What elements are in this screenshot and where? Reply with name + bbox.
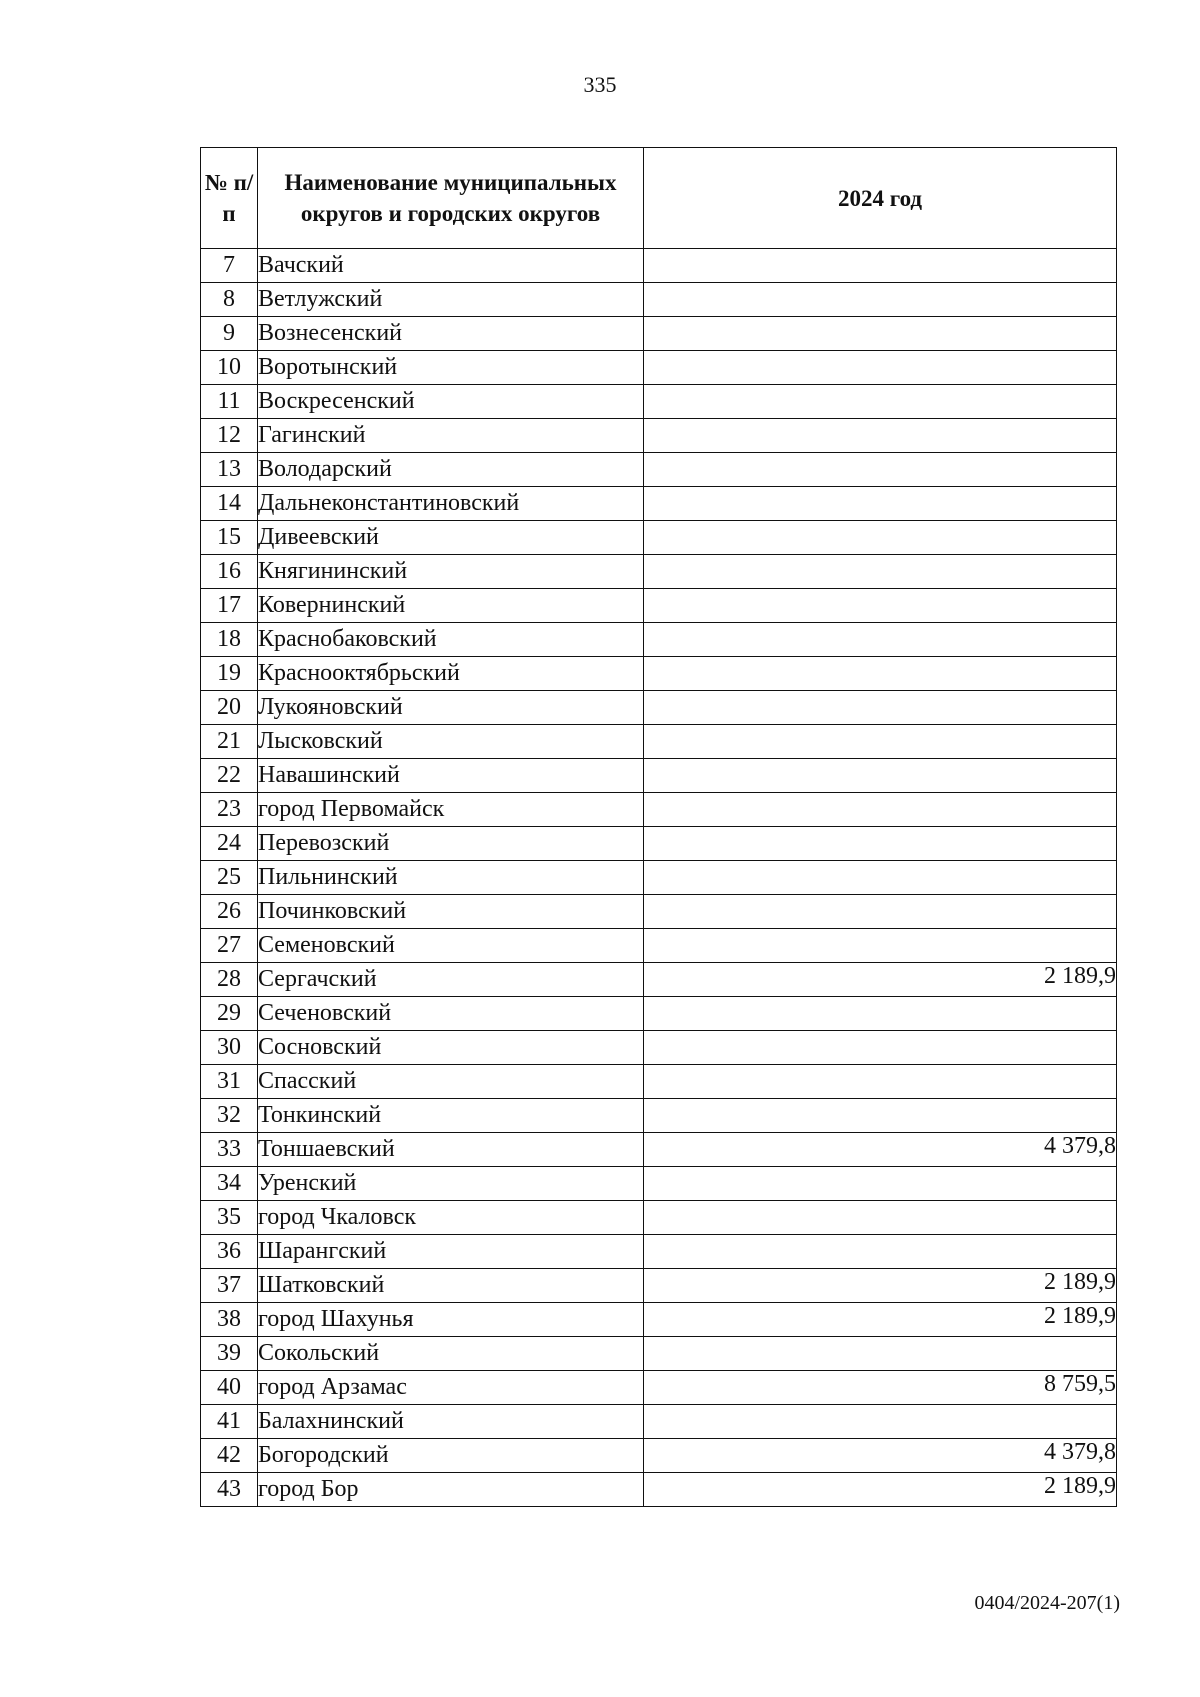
amount-2024: 2 189,9 — [1044, 1269, 1116, 1295]
row-number: 18 — [201, 623, 258, 657]
table-row — [201, 1031, 1117, 1065]
value-cell — [644, 1065, 1117, 1099]
value-cell — [644, 1099, 1117, 1133]
row-number: 20 — [201, 691, 258, 725]
header-number: № п/п — [201, 148, 258, 249]
row-number: 41 — [201, 1405, 258, 1439]
row-number: 35 — [201, 1201, 258, 1235]
table-body — [201, 249, 1117, 1507]
district-name: город Арзамас — [258, 1371, 644, 1405]
row-number: 34 — [201, 1167, 258, 1201]
table-row — [201, 453, 1117, 487]
value-cell — [644, 793, 1117, 827]
district-name: Навашинский — [258, 759, 644, 793]
district-name: Сосновский — [258, 1031, 644, 1065]
table-row — [201, 1269, 1117, 1303]
district-name: Ветлужский — [258, 283, 644, 317]
value-cell — [644, 317, 1117, 351]
district-name: Володарский — [258, 453, 644, 487]
value-cell — [644, 249, 1117, 283]
table-row — [201, 487, 1117, 521]
value-cell — [644, 1235, 1117, 1269]
table-row — [201, 283, 1117, 317]
document-code: 0404/2024-207(1) — [974, 1592, 1120, 1614]
row-number: 26 — [201, 895, 258, 929]
table-row — [201, 1405, 1117, 1439]
header-year: 2024 год — [644, 148, 1117, 249]
table-row — [201, 691, 1117, 725]
district-name: Тоншаевский — [258, 1133, 644, 1167]
value-cell — [644, 827, 1117, 861]
row-number: 21 — [201, 725, 258, 759]
value-cell — [644, 997, 1117, 1031]
row-number: 24 — [201, 827, 258, 861]
district-name: Шатковский — [258, 1269, 644, 1303]
row-number: 15 — [201, 521, 258, 555]
row-number: 13 — [201, 453, 258, 487]
value-cell — [644, 555, 1117, 589]
table-row — [201, 1371, 1117, 1405]
value-cell — [644, 589, 1117, 623]
district-name: Пильнинский — [258, 861, 644, 895]
row-number: 30 — [201, 1031, 258, 1065]
value-cell — [644, 861, 1117, 895]
row-number: 9 — [201, 317, 258, 351]
table-row — [201, 793, 1117, 827]
district-name: Дальнеконстантиновский — [258, 487, 644, 521]
district-name: Спасский — [258, 1065, 644, 1099]
value-cell — [644, 1031, 1117, 1065]
value-cell — [644, 895, 1117, 929]
value-cell — [644, 1337, 1117, 1371]
value-cell — [644, 521, 1117, 555]
district-name: Починковский — [258, 895, 644, 929]
table-row — [201, 555, 1117, 589]
district-name: Тонкинский — [258, 1099, 644, 1133]
row-number: 40 — [201, 1371, 258, 1405]
amount-2024: 2 189,9 — [1044, 1303, 1116, 1329]
table-row — [201, 419, 1117, 453]
row-number: 31 — [201, 1065, 258, 1099]
row-number: 32 — [201, 1099, 258, 1133]
table-row — [201, 249, 1117, 283]
value-cell — [644, 929, 1117, 963]
district-name: Воротынский — [258, 351, 644, 385]
district-name: Семеновский — [258, 929, 644, 963]
row-number: 19 — [201, 657, 258, 691]
table-row — [201, 1099, 1117, 1133]
table-row — [201, 1473, 1117, 1507]
amount-2024: 2 189,9 — [1044, 963, 1116, 989]
value-cell — [644, 385, 1117, 419]
table-row — [201, 589, 1117, 623]
row-number: 12 — [201, 419, 258, 453]
row-number: 38 — [201, 1303, 258, 1337]
table-row — [201, 725, 1117, 759]
table-row — [201, 657, 1117, 691]
district-name: Балахнинский — [258, 1405, 644, 1439]
table-row — [201, 1235, 1117, 1269]
value-cell — [644, 1167, 1117, 1201]
district-name: Перевозский — [258, 827, 644, 861]
table-header-row — [201, 148, 1117, 249]
district-name: город Бор — [258, 1473, 644, 1507]
district-name: Уренский — [258, 1167, 644, 1201]
district-name: Княгининский — [258, 555, 644, 589]
row-number: 37 — [201, 1269, 258, 1303]
row-number: 23 — [201, 793, 258, 827]
table-row — [201, 1303, 1117, 1337]
row-number: 25 — [201, 861, 258, 895]
value-cell — [644, 1269, 1117, 1303]
value-cell — [644, 691, 1117, 725]
row-number: 11 — [201, 385, 258, 419]
value-cell — [644, 1439, 1117, 1473]
value-cell — [644, 453, 1117, 487]
table-row — [201, 521, 1117, 555]
row-number: 43 — [201, 1473, 258, 1507]
district-name: Вознесенский — [258, 317, 644, 351]
row-number: 10 — [201, 351, 258, 385]
budget-table — [200, 147, 1117, 1507]
district-name: Ковернинский — [258, 589, 644, 623]
table-row — [201, 929, 1117, 963]
value-cell — [644, 1201, 1117, 1235]
value-cell — [644, 759, 1117, 793]
district-name: Вачский — [258, 249, 644, 283]
district-name: город Чкаловск — [258, 1201, 644, 1235]
value-cell — [644, 351, 1117, 385]
district-name: Сеченовский — [258, 997, 644, 1031]
row-number: 8 — [201, 283, 258, 317]
table-row — [201, 861, 1117, 895]
value-cell — [644, 1371, 1117, 1405]
value-cell — [644, 283, 1117, 317]
row-number: 42 — [201, 1439, 258, 1473]
table-row — [201, 1065, 1117, 1099]
district-name: Воскресенский — [258, 385, 644, 419]
table-row — [201, 1439, 1117, 1473]
table-row — [201, 1201, 1117, 1235]
district-name: город Шахунья — [258, 1303, 644, 1337]
table-row — [201, 1337, 1117, 1371]
district-name: Краснобаковский — [258, 623, 644, 657]
value-cell — [644, 657, 1117, 691]
table-row — [201, 827, 1117, 861]
table-row — [201, 997, 1117, 1031]
table-row — [201, 1133, 1117, 1167]
value-cell — [644, 1303, 1117, 1337]
page-number: 335 — [583, 72, 617, 97]
row-number: 22 — [201, 759, 258, 793]
district-name: Шарангский — [258, 1235, 644, 1269]
district-name: Краснооктябрьский — [258, 657, 644, 691]
value-cell — [644, 963, 1117, 997]
district-name: Богородский — [258, 1439, 644, 1473]
table-row — [201, 385, 1117, 419]
value-cell — [644, 487, 1117, 521]
row-number: 27 — [201, 929, 258, 963]
value-cell — [644, 1133, 1117, 1167]
table-row — [201, 963, 1117, 997]
value-cell — [644, 1405, 1117, 1439]
row-number: 17 — [201, 589, 258, 623]
table-row — [201, 317, 1117, 351]
district-name: Сокольский — [258, 1337, 644, 1371]
table-row — [201, 895, 1117, 929]
value-cell — [644, 1473, 1117, 1507]
amount-2024: 8 759,5 — [1044, 1371, 1116, 1397]
row-number: 7 — [201, 249, 258, 283]
district-name: Гагинский — [258, 419, 644, 453]
table-row — [201, 1167, 1117, 1201]
table-row — [201, 759, 1117, 793]
amount-2024: 4 379,8 — [1044, 1439, 1116, 1465]
table-row — [201, 351, 1117, 385]
row-number: 39 — [201, 1337, 258, 1371]
value-cell — [644, 419, 1117, 453]
amount-2024: 4 379,8 — [1044, 1133, 1116, 1159]
district-name: Сергачский — [258, 963, 644, 997]
district-name: Лысковский — [258, 725, 644, 759]
row-number: 29 — [201, 997, 258, 1031]
row-number: 28 — [201, 963, 258, 997]
row-number: 36 — [201, 1235, 258, 1269]
value-cell — [644, 725, 1117, 759]
table-row — [201, 623, 1117, 657]
district-name: Лукояновский — [258, 691, 644, 725]
district-name: город Первомайск — [258, 793, 644, 827]
row-number: 16 — [201, 555, 258, 589]
value-cell — [644, 623, 1117, 657]
row-number: 33 — [201, 1133, 258, 1167]
amount-2024: 2 189,9 — [1044, 1473, 1116, 1499]
row-number: 14 — [201, 487, 258, 521]
header-name: Наименование муниципальных округов и городских округов — [258, 148, 644, 249]
district-name: Дивеевский — [258, 521, 644, 555]
